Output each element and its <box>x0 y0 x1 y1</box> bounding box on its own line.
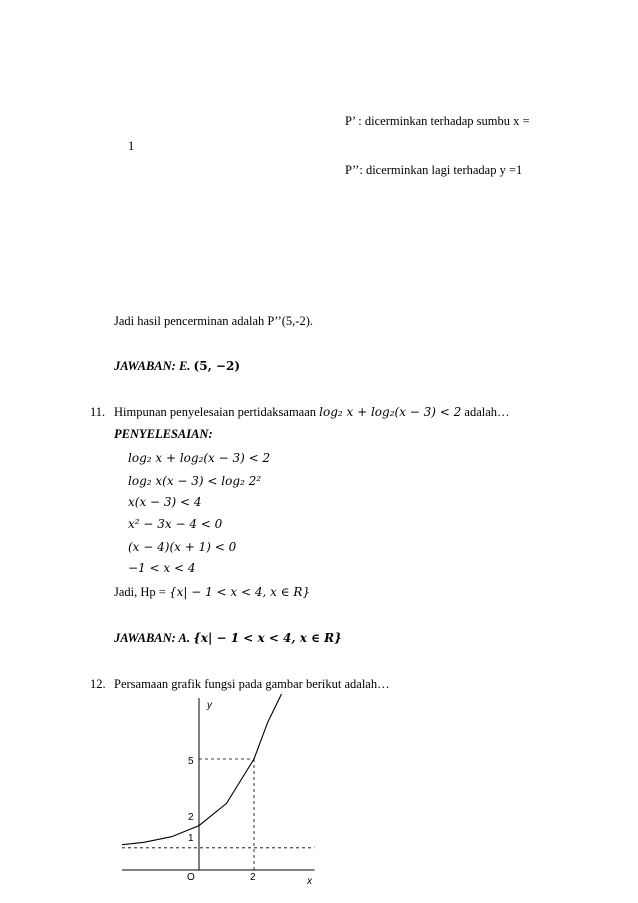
answer-value: {x| − 1 < x < 4, x ∈ R} <box>193 631 342 645</box>
question-11-inequality: log₂ x + log₂(x − 3) < 2 <box>319 405 462 419</box>
origin-label: O <box>187 872 195 883</box>
question-11-text-after: adalah… <box>464 405 510 419</box>
solution-step: log₂ x + log₂(x − 3) < 2 <box>128 451 271 465</box>
answer-value: (5, −2) <box>193 359 241 373</box>
answer-label: JAWABAN: A. <box>114 631 190 645</box>
x-axis-label: x <box>307 876 312 887</box>
question-11-text-before: Himpunan penyelesaian pertidaksamaan <box>114 405 317 419</box>
conclusion-set: {x| − 1 < x < 4, x ∈ R} <box>168 585 311 599</box>
function-graph <box>110 690 330 890</box>
y-tick-label-5: 5 <box>188 756 194 767</box>
reflection-answer <box>114 358 240 374</box>
solution-step: x(x − 3) < 4 <box>128 495 202 509</box>
question-11-text <box>114 404 510 420</box>
y-tick-label-2: 2 <box>188 812 194 823</box>
y-tick-label-1: 1 <box>188 833 194 844</box>
x-tick-label-2: 2 <box>250 872 256 883</box>
answer-label: JAWABAN: E. <box>114 359 191 373</box>
question-11-answer <box>114 630 342 646</box>
question-11-number: 11. <box>90 405 106 419</box>
reflection-note-1: P’ : dicerminkan terhadap sumbu x = <box>345 114 530 128</box>
reflection-result: Jadi hasil pencerminan adalah P’’(5,-2). <box>114 314 313 328</box>
solution-step: x² − 3x − 4 < 0 <box>128 517 223 531</box>
solution-conclusion <box>114 584 310 600</box>
question-12-number: 12. <box>90 677 106 691</box>
solution-step: log₂ x(x − 3) < log₂ 2² <box>128 474 262 488</box>
solution-title: PENYELESAIAN: <box>114 427 213 441</box>
question-12-text: Persamaan grafik fungsi pada gambar berikut adalah… <box>114 677 390 691</box>
solution-step: (x − 4)(x + 1) < 0 <box>128 540 237 554</box>
solution-step: −1 < x < 4 <box>128 561 196 575</box>
conclusion-label: Jadi, Hp = <box>114 585 166 599</box>
reflection-note-2: P’’: dicerminkan lagi terhadap y =1 <box>345 163 523 177</box>
function-curve <box>122 694 282 845</box>
reflection-note-1-value: 1 <box>128 139 135 153</box>
y-axis-label: y <box>207 700 212 711</box>
